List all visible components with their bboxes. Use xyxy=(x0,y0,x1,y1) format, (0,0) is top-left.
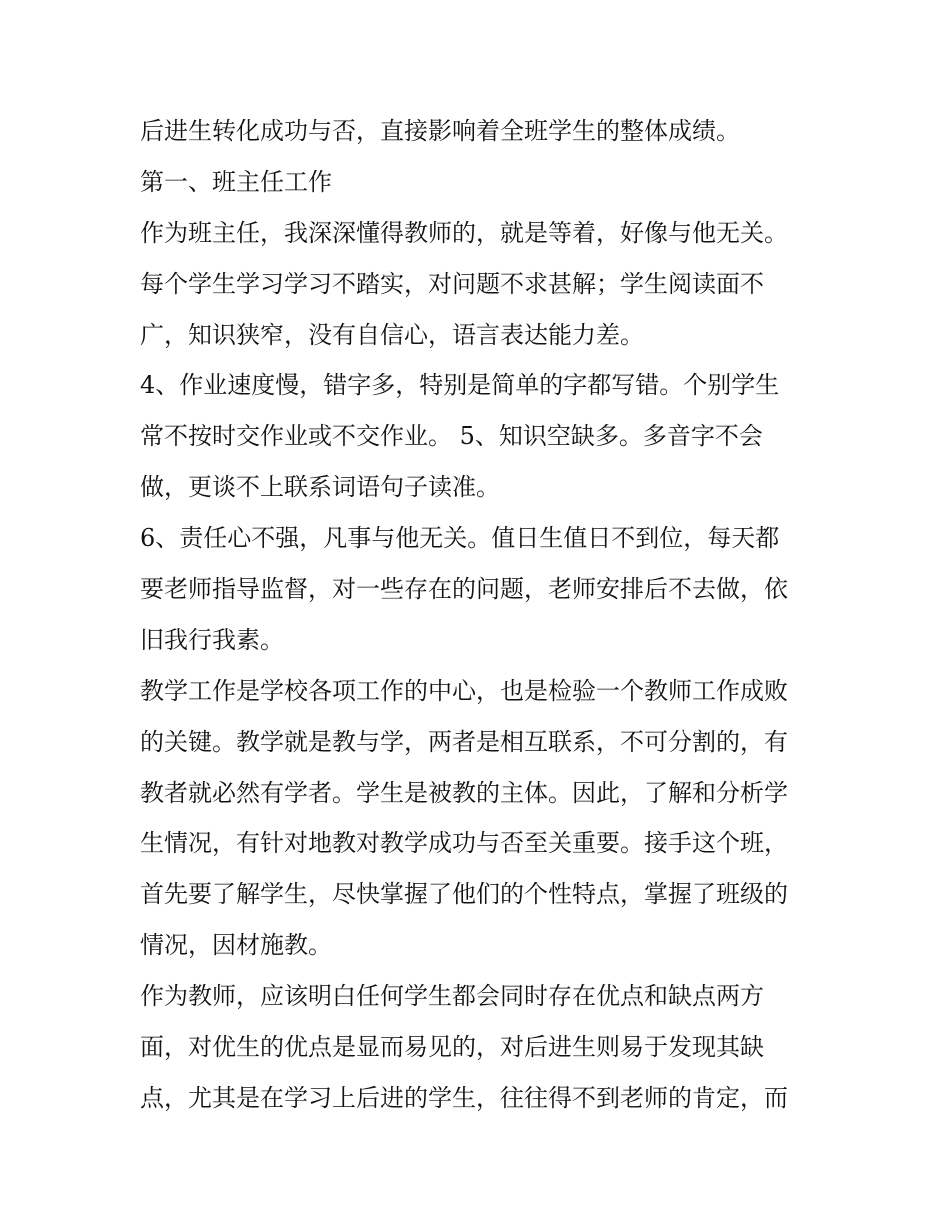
text-line-17: 情况，因材施教。 xyxy=(140,931,332,960)
text-line-14: 教者就必然有学者。学生是被教的主体。因此，了解和分析学 xyxy=(140,778,788,807)
text-line-1: 后进生转化成功与否，直接影响着全班学生的整体成绩。 xyxy=(140,117,740,145)
text-line-19: 面，对优生的优点是显而易见的，对后进生则易于发现其缺 xyxy=(140,1033,764,1062)
text-line-13: 的关键。教学就是教与学，两者是相互联系，不可分割的，有 xyxy=(140,727,788,756)
text-line-15: 生情况，有针对地教对教学成功与否至关重要。接手这个班， xyxy=(140,829,788,858)
document-text-body xyxy=(140,106,830,1124)
text-line-7: 常不按时交作业或不交作业。 5、知识空缺多。多音字不会 xyxy=(140,422,763,451)
text-line-3: 作为班主任，我深深懂得教师的，就是等着，好像与他无关。 xyxy=(140,218,788,247)
text-line-20: 点，尤其是在学习上后进的学生，往往得不到老师的肯定，而 xyxy=(140,1083,788,1112)
text-line-5: 广，知识狭窄，没有自信心，语言表达能力差。 xyxy=(140,320,644,349)
text-line-4: 每个学生学习学习不踏实，对问题不求甚解；学生阅读面不 xyxy=(140,269,764,298)
text-line-16: 首先要了解学生，尽快掌握了他们的个性特点，掌握了班级的 xyxy=(140,880,788,909)
text-line-12: 教学工作是学校各项工作的中心，也是检验一个教师工作成败 xyxy=(140,676,788,705)
text-line-8: 做，更谈不上联系词语句子读准。 xyxy=(140,473,500,502)
text-line-9: 6、责任心不强，凡事与他无关。值日生值日不到位，每天都 xyxy=(140,524,780,553)
text-line-11: 旧我行我素。 xyxy=(140,625,284,654)
text-line-6: 4、作业速度慢，错字多，特别是简单的字都写错。个别学生 xyxy=(140,371,780,400)
text-line-18: 作为教师，应该明白任何学生都会同时存在优点和缺点两方 xyxy=(140,982,764,1011)
text-line-2: 第一、班主任工作 xyxy=(140,167,332,196)
text-line-10: 要老师指导监督，对一些存在的问题，老师安排后不去做，依 xyxy=(140,575,788,604)
